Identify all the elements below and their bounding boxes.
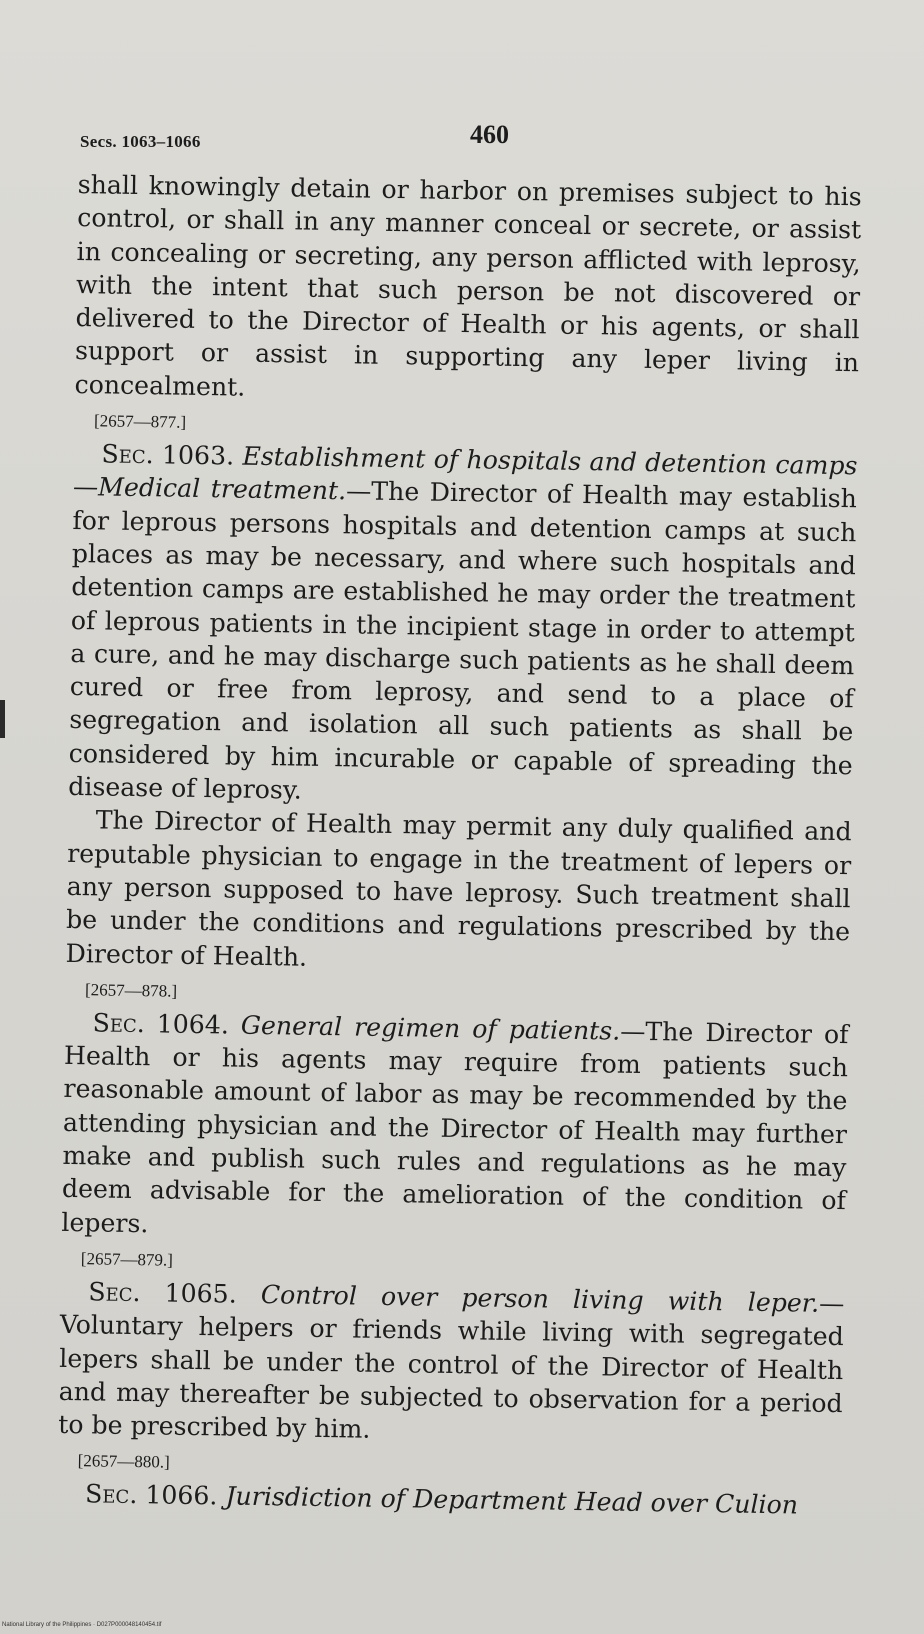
- binding-edge-mark: [0, 700, 5, 738]
- statute-citation: [2657—878.]: [84, 980, 178, 1001]
- statute-citation: [2657—877.]: [93, 411, 187, 432]
- section-title: Jurisdiction of Department Head over Culion: [225, 1481, 799, 1520]
- body-paragraph: The Director of Health may permit any duly qualified and reputable physician to engage in the treatment of lepers or any person supposed to have leprosy. Such treatment shall be under the conditions and regulations prescribed by the Director of Health.: [65, 805, 852, 972]
- running-head: [80, 120, 850, 160]
- section-body: —Voluntary helpers or friends while living with segregated lepers shall be under the control of the Director of Health and may thereafter be subjected to observation for a period to be prescribed by him.: [58, 1288, 845, 1444]
- body-paragraph: shall knowingly detain or harbor on premises subject to his control, or shall in any manner conceal or secrete, or assist in concealing or secreting, any person afflicted with leprosy, with the intent that such person be not discovered or delivered to the Director of Health or his agents, or shall support or assist in supporting any leper living in concealment.: [74, 169, 862, 402]
- section-body: —The Director of Health may establish for leprous persons hospitals and detention camps at such places as may be necessary, and where such hospitals and detention camps are established he may order the treatment of leprous patients in the incipient stage in order to attempt a cure, and he may discharge such patients as he shall deem cured or free from leprosy, and send to a place of segregation and isolation all such patients as shall be considered by him incurable or capable of spreading the disease of leprosy.: [68, 476, 858, 805]
- page-number: 460: [470, 120, 509, 149]
- section-paragraph: [58, 1275, 845, 1454]
- section-paragraph: [61, 1006, 849, 1251]
- archive-footer: National Library of the Philippines · D027P000048140454.tif: [2, 1622, 162, 1628]
- section-label: Sec. 1064.: [92, 1008, 230, 1040]
- statute-citation: [2657—880.]: [77, 1451, 170, 1472]
- body-text: [57, 168, 862, 1523]
- section-label: Sec. 1066.: [84, 1479, 218, 1511]
- section-paragraph: [68, 437, 858, 816]
- section-title: Establishment of hospitals and detention camps—Medical treatment.: [72, 441, 858, 506]
- sections-range: Secs. 1063–1066: [80, 132, 201, 151]
- section-body: —The Director of Health or his agents may require from patients such reasonable amount of labor as may be recommended by the attending physician and the Director of Health may further make and publish such rules and regulations as he may deem advisable for the amelioration of the condition of lepers.: [61, 1016, 849, 1238]
- section-title: General regimen of patients.: [240, 1010, 621, 1046]
- section-title: Control over person living with leper.: [260, 1279, 820, 1318]
- section-paragraph: [57, 1477, 841, 1523]
- section-label: Sec. 1065.: [88, 1277, 237, 1309]
- section-label: Sec. 1063.: [101, 439, 235, 471]
- statute-citation: [2657—879.]: [80, 1249, 174, 1270]
